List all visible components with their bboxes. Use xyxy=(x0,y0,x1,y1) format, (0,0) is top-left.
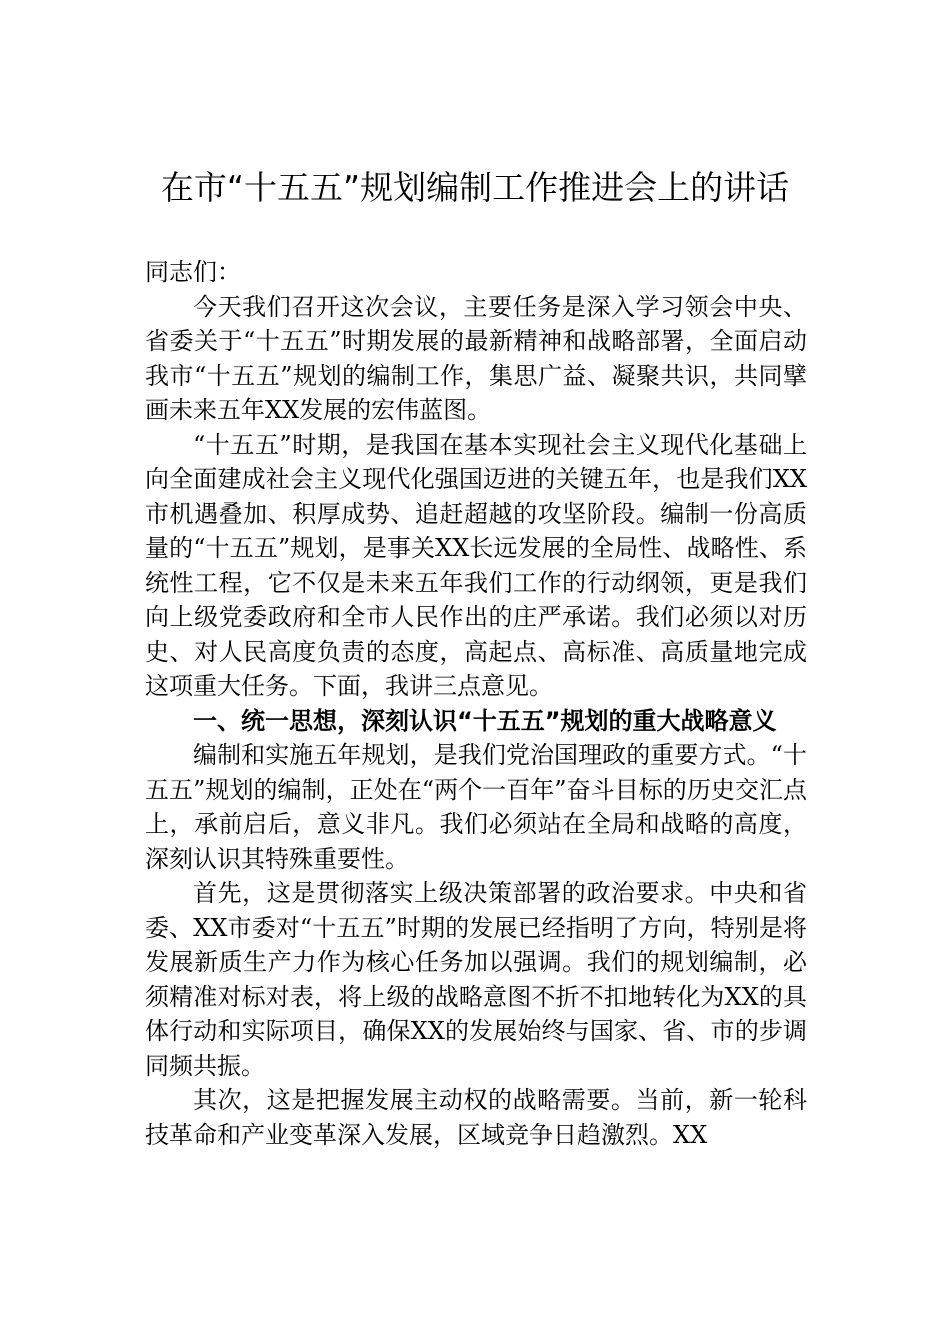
paragraph-section-intro: 编制和实施五年规划，是我们党治国理政的重要方式。“十五五”规划的编制，正处在“两个一百年”奋斗目标的历史交汇点上，承前启后，意义非凡。我们必须站在全局和战略的高度，深刻认识其特殊重要性。 xyxy=(145,741,807,873)
paragraph-second-point: 其次，这是把握发展主动权的战略需要。当前，新一轮科技革命和产业变革深入发展，区域竞争日趋激烈。XX xyxy=(145,1086,807,1149)
document-title: 在市“十五五”规划编制工作推进会上的讲话 xyxy=(160,168,790,207)
paragraph-intro: 今天我们召开这次会议，主要任务是深入学习领会中央、省委关于“十五五”时期发展的最新精神和战略部署，全面启动我市“十五五”规划的编制工作，集思广益、凝聚共识，共同擘画未来五年XX发展的宏伟蓝图。 xyxy=(145,292,807,424)
paragraph-first-point: 首先，这是贯彻落实上级决策部署的政治要求。中央和省委、XX市委对“十五五”时期的发展已经指明了方向，特别是将发展新质生产力作为核心任务加以强调。我们的规划编制，必须精准对标对表，将上级的战略意图不折不扣地转化为XX的具体行动和实际项目，确保XX的发展始终与国家、省、市的步调同频共振。 xyxy=(145,879,807,1080)
section-heading: 一、统一思想，深刻认识“十五五”规划的重大战略意义 xyxy=(193,706,777,735)
paragraph-context: “十五五”时期，是我国在基本实现社会主义现代化基础上向全面建成社会主义现代化强国迈进的关键五年，也是我们XX市机遇叠加、积厚成势、追赶超越的攻坚阶段。编制一份高质量的“十五五”规划，是事关XX长远发展的全局性、战略性、系统性工程，它不仅是未来五年我们工作的行动纲领，更是我们向上级党委政府和全市人民作出的庄严承诺。我们必须以对历史、对人民高度负责的态度，高起点、高标准、高质量地完成这项重大任务。下面，我讲三点意见。 xyxy=(145,430,807,700)
document-body xyxy=(145,255,807,1152)
salutation: 同志们： xyxy=(145,258,241,286)
